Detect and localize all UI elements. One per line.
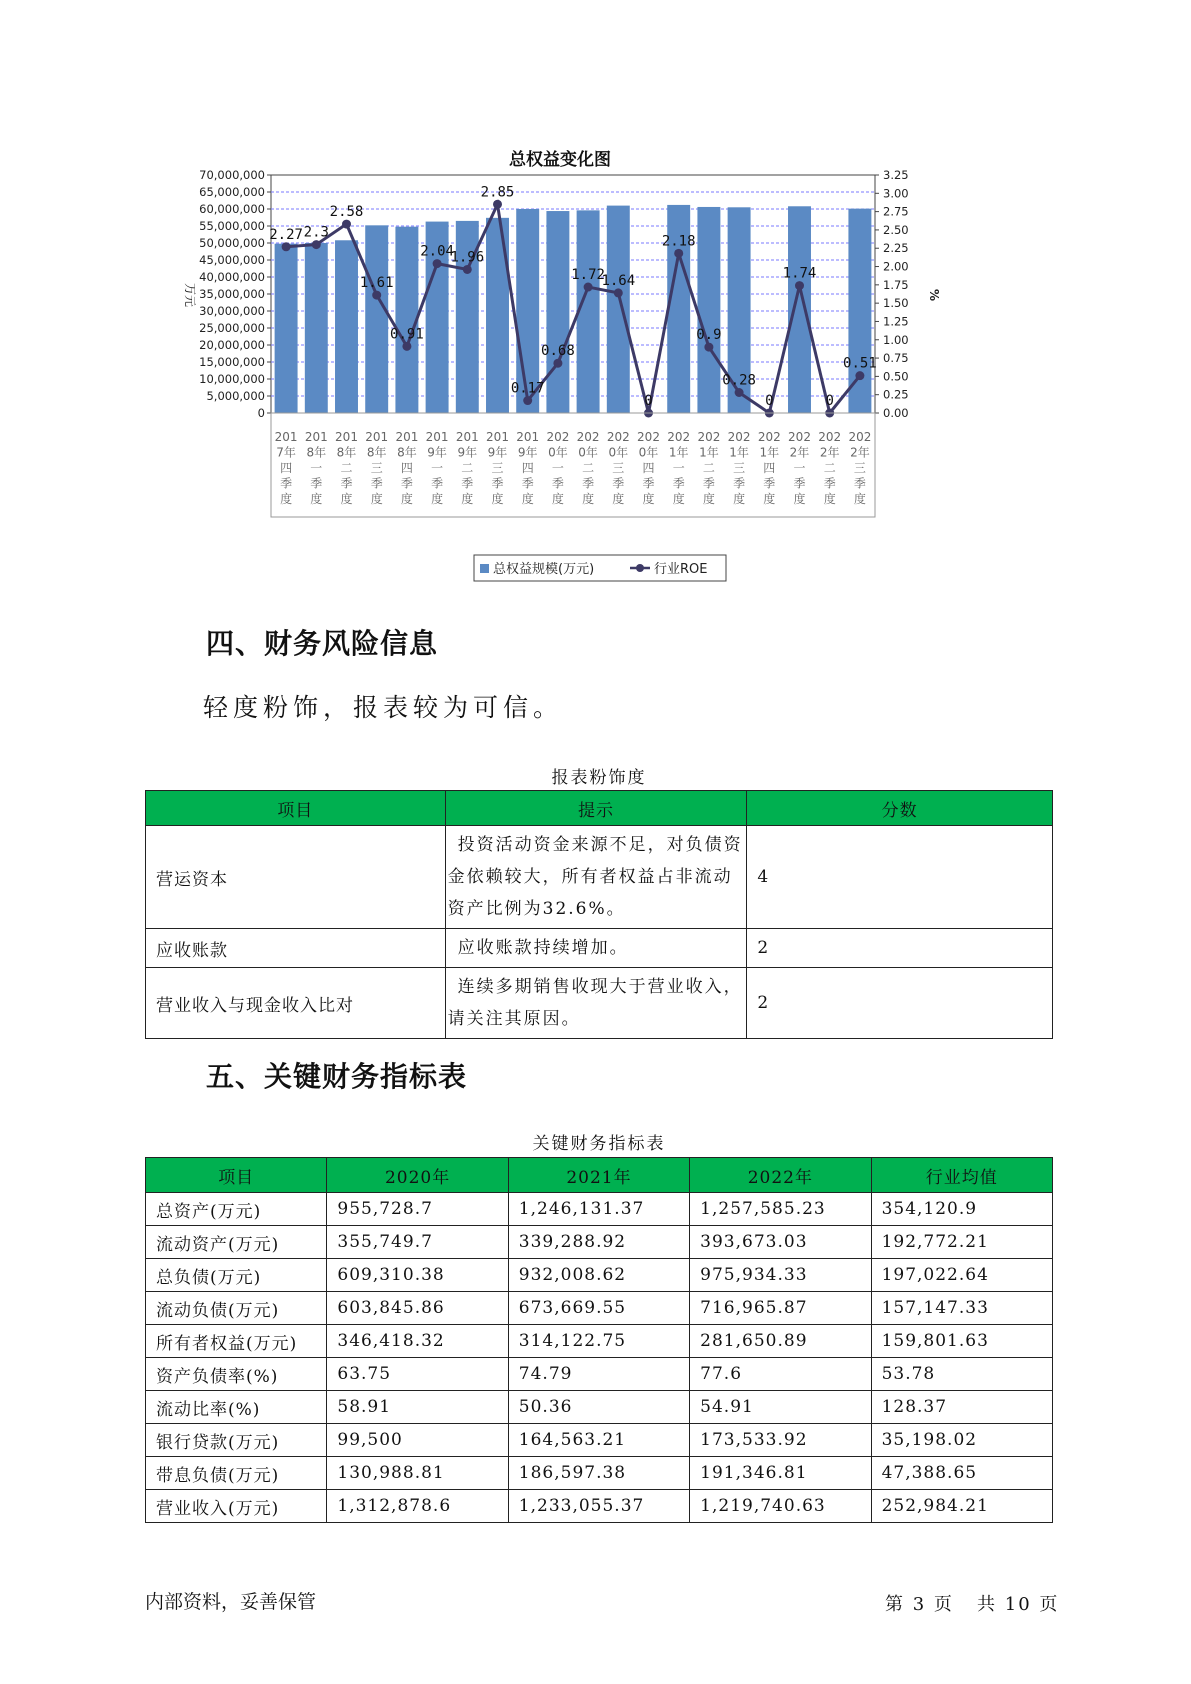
category-label: 季 xyxy=(582,476,595,491)
kpi-value: 159,801.63 xyxy=(871,1325,1052,1358)
kpi-label: 流动资产(万元) xyxy=(146,1226,327,1259)
category-label: 度 xyxy=(461,492,474,506)
category-label: 季 xyxy=(853,476,866,491)
kpi-value: 673,669.55 xyxy=(508,1292,689,1325)
kpi-value: 47,388.65 xyxy=(871,1457,1052,1490)
right-tick-label: 1.00 xyxy=(883,332,909,347)
kpi-table-header xyxy=(146,1158,1053,1193)
category-label: 202 xyxy=(727,430,751,444)
category-label: 二 xyxy=(340,461,353,475)
left-tick-label: 40,000,000 xyxy=(199,270,265,284)
category-label: 度 xyxy=(702,492,715,506)
category-label: 三 xyxy=(733,461,746,475)
kpi-value: 128.37 xyxy=(871,1391,1052,1424)
category-label: 1年 xyxy=(699,445,719,460)
kpi-value: 609,310.38 xyxy=(327,1259,508,1292)
header-cell: 分数 xyxy=(747,791,1053,826)
right-tick-label: 2.75 xyxy=(883,204,909,219)
category-label: 201 xyxy=(335,430,358,444)
risk-score: 4 xyxy=(747,826,1053,929)
category-label: 202 xyxy=(818,430,842,444)
kpi-value: 1,312,878.6 xyxy=(327,1490,508,1523)
legend-line-label: 行业ROE xyxy=(654,562,708,577)
category-label: 四 xyxy=(280,461,293,475)
table-row xyxy=(146,929,1053,968)
kpi-value: 50.36 xyxy=(508,1391,689,1424)
category-label: 季 xyxy=(400,476,413,491)
roe-data-label: 0.17 xyxy=(510,380,545,397)
header-cell: 提示 xyxy=(445,791,747,826)
risk-hint: 连续多期销售收现大于营业收入，请关注其原因。 xyxy=(445,968,747,1039)
roe-data-label: 1.61 xyxy=(359,275,394,292)
table-row xyxy=(146,1457,1053,1490)
right-tick-label: 0.50 xyxy=(883,369,909,384)
roe-data-label: 0.91 xyxy=(390,326,424,343)
category-label: 度 xyxy=(400,492,413,506)
roe-point xyxy=(433,259,442,268)
category-label: 201 xyxy=(516,430,540,444)
kpi-value: 716,965.87 xyxy=(690,1292,871,1325)
category-label: 二 xyxy=(582,461,595,475)
page-number: 第 3 页 共 10 页 xyxy=(885,1594,1060,1615)
category-label: 季 xyxy=(642,476,655,491)
risk-table-header xyxy=(146,791,1053,826)
table-row xyxy=(146,1292,1053,1325)
table-row xyxy=(146,1391,1053,1424)
category-label: 度 xyxy=(672,492,685,506)
left-tick-label: 30,000,000 xyxy=(199,304,265,318)
category-label: 7年 xyxy=(276,445,296,460)
table-row xyxy=(146,968,1053,1039)
kpi-label: 所有者权益(万元) xyxy=(146,1325,327,1358)
risk-section-heading: 四、财务风险信息 xyxy=(206,627,439,660)
category-label: 8年 xyxy=(366,445,387,460)
roe-point xyxy=(493,200,502,209)
table-row xyxy=(146,1325,1053,1358)
roe-data-label: 0.68 xyxy=(541,343,575,360)
category-label: 201 xyxy=(365,430,389,444)
kpi-value: 354,120.9 xyxy=(871,1193,1052,1226)
kpi-value: 130,988.81 xyxy=(327,1457,508,1490)
right-tick-label: 2.50 xyxy=(883,222,909,237)
category-label: 季 xyxy=(733,476,746,491)
kpi-value: 393,673.03 xyxy=(690,1226,871,1259)
left-tick-label: 15,000,000 xyxy=(199,355,265,369)
kpi-value: 314,122.75 xyxy=(508,1325,689,1358)
category-label: 度 xyxy=(793,492,806,506)
roe-point xyxy=(553,359,562,368)
category-label: 2年 xyxy=(819,445,840,460)
category-label: 季 xyxy=(672,476,685,491)
roe-data-label: 1.64 xyxy=(601,272,636,289)
left-tick-label: 25,000,000 xyxy=(199,321,265,335)
category-label: 1年 xyxy=(729,445,749,460)
kpi-value: 99,500 xyxy=(327,1424,508,1457)
table-row xyxy=(146,1226,1053,1259)
roe-data-label: 2.27 xyxy=(269,226,303,243)
header-cell: 2020年 xyxy=(327,1158,508,1193)
category-label: 季 xyxy=(763,476,776,491)
category-label: 8年 xyxy=(336,445,357,460)
risk-table xyxy=(145,790,1053,1039)
category-label: 季 xyxy=(461,476,474,491)
category-label: 二 xyxy=(823,461,836,475)
category-label: 201 xyxy=(395,430,419,444)
left-tick-label: 55,000,000 xyxy=(199,219,265,233)
left-tick-label: 45,000,000 xyxy=(199,253,265,267)
bar xyxy=(305,243,328,413)
legend-bar-label: 总权益规模(万元) xyxy=(493,562,595,577)
kpi-table xyxy=(145,1157,1053,1523)
kpi-value: 58.91 xyxy=(327,1391,508,1424)
roe-point xyxy=(282,242,291,251)
category-frame xyxy=(271,413,875,517)
category-label: 0年 xyxy=(548,445,568,460)
header-cell: 2022年 xyxy=(690,1158,871,1193)
kpi-value: 63.75 xyxy=(327,1358,508,1391)
kpi-value: 339,288.92 xyxy=(508,1226,689,1259)
right-tick-label: 0.00 xyxy=(883,406,909,420)
right-tick-label: 2.00 xyxy=(883,259,909,274)
roe-data-label: 2.18 xyxy=(661,233,696,250)
category-label: 四 xyxy=(642,461,655,475)
category-label: 季 xyxy=(612,476,625,491)
left-tick-label: 65,000,000 xyxy=(199,185,265,199)
right-tick-label: 1.75 xyxy=(883,277,909,292)
risk-table-caption: 报表粉饰度 xyxy=(551,768,647,788)
category-label: 201 xyxy=(274,430,298,444)
roe-point xyxy=(795,281,804,290)
risk-item: 应收账款 xyxy=(146,929,446,968)
bar xyxy=(275,244,298,413)
category-label: 202 xyxy=(637,430,660,444)
kpi-value: 164,563.21 xyxy=(508,1424,689,1457)
roe-point xyxy=(463,265,472,274)
kpi-label: 带息负债(万元) xyxy=(146,1457,327,1490)
roe-data-label: 2.58 xyxy=(329,204,364,221)
left-tick-label: 5,000,000 xyxy=(206,389,265,403)
category-label: 季 xyxy=(340,476,353,491)
bar xyxy=(365,225,388,413)
category-label: 度 xyxy=(612,492,625,506)
category-label: 9年 xyxy=(487,445,508,460)
table-row xyxy=(146,1193,1053,1226)
category-label: 三 xyxy=(612,461,625,475)
risk-hint: 应收账款持续增加。 xyxy=(445,929,747,968)
category-label: 四 xyxy=(763,461,776,475)
right-tick-label: 1.50 xyxy=(883,296,909,311)
header-cell: 项目 xyxy=(146,1158,327,1193)
kpi-value: 1,219,740.63 xyxy=(690,1490,871,1523)
kpi-table-caption: 关键财务指标表 xyxy=(532,1134,666,1154)
roe-point xyxy=(704,343,713,352)
category-label: 8年 xyxy=(397,445,417,460)
kpi-value: 74.79 xyxy=(508,1358,689,1391)
category-label: 三 xyxy=(853,461,866,475)
roe-data-label: 2.04 xyxy=(420,243,454,260)
kpi-section-heading: 五、关键财务指标表 xyxy=(206,1060,468,1093)
category-label: 度 xyxy=(521,492,534,506)
roe-data-label: 0.9 xyxy=(696,327,722,344)
kpi-value: 281,650.89 xyxy=(690,1325,871,1358)
category-label: 度 xyxy=(340,492,353,506)
chart-title: 总权益变化图 xyxy=(509,150,611,170)
category-label: 度 xyxy=(310,492,323,506)
category-label: 一 xyxy=(551,461,564,475)
roe-point xyxy=(402,342,411,351)
category-label: 度 xyxy=(551,492,564,506)
right-tick-label: 3.25 xyxy=(883,168,909,182)
risk-item: 营运资本 xyxy=(146,826,446,929)
risk-hint: 投资活动资金来源不足，对负债资金依赖较大，所有者权益占非流动资产比例为32.6%。 xyxy=(445,826,747,929)
category-label: 度 xyxy=(853,492,866,506)
category-label: 度 xyxy=(431,492,444,506)
kpi-value: 955,728.7 xyxy=(327,1193,508,1226)
category-label: 季 xyxy=(521,476,534,491)
category-label: 度 xyxy=(370,492,383,506)
category-label: 二 xyxy=(461,461,474,475)
risk-item: 营业收入与现金收入比对 xyxy=(146,968,446,1039)
roe-point xyxy=(614,288,623,297)
kpi-value: 186,597.38 xyxy=(508,1457,689,1490)
category-label: 9年 xyxy=(427,445,447,460)
category-label: 度 xyxy=(642,492,655,506)
left-tick-label: 50,000,000 xyxy=(199,236,265,250)
left-tick-label: 60,000,000 xyxy=(199,202,265,216)
footer-confidential: 内部资料，妥善保管 xyxy=(145,1591,317,1613)
roe-point xyxy=(523,396,532,405)
category-label: 一 xyxy=(672,461,685,475)
header-cell: 行业均值 xyxy=(871,1158,1052,1193)
left-tick-label: 70,000,000 xyxy=(199,168,265,182)
table-row xyxy=(146,1358,1053,1391)
category-label: 季 xyxy=(551,476,564,491)
category-label: 1年 xyxy=(759,445,780,460)
kpi-value: 35,198.02 xyxy=(871,1424,1052,1457)
category-label: 201 xyxy=(486,430,509,444)
bar xyxy=(607,206,630,413)
kpi-value: 197,022.64 xyxy=(871,1259,1052,1292)
category-label: 1年 xyxy=(668,445,689,460)
category-label: 9年 xyxy=(457,445,478,460)
kpi-label: 总负债(万元) xyxy=(146,1259,327,1292)
category-label: 季 xyxy=(370,476,383,491)
header-cell: 项目 xyxy=(146,791,446,826)
left-tick-label: 10,000,000 xyxy=(199,372,265,386)
roe-point xyxy=(312,240,321,249)
left-tick-label: 20,000,000 xyxy=(199,338,265,352)
kpi-value: 355,749.7 xyxy=(327,1226,508,1259)
category-label: 度 xyxy=(491,492,504,506)
category-label: 一 xyxy=(310,461,323,475)
category-label: 度 xyxy=(280,492,293,506)
roe-point xyxy=(372,291,381,300)
kpi-value: 603,845.86 xyxy=(327,1292,508,1325)
kpi-value: 157,147.33 xyxy=(871,1292,1052,1325)
category-label: 四 xyxy=(521,461,534,475)
kpi-value: 346,418.32 xyxy=(327,1325,508,1358)
bar xyxy=(697,207,720,413)
risk-summary: 轻度粉饰，报表较为可信。 xyxy=(203,693,564,722)
category-label: 202 xyxy=(848,430,872,444)
roe-point xyxy=(342,220,351,229)
category-label: 201 xyxy=(455,430,479,444)
right-tick-label: 3.00 xyxy=(883,186,909,201)
table-row xyxy=(146,1490,1053,1523)
kpi-label: 流动比率(%) xyxy=(146,1391,327,1424)
kpi-value: 54.91 xyxy=(690,1391,871,1424)
equity-chart xyxy=(170,135,1040,595)
category-label: 202 xyxy=(606,430,630,444)
category-label: 三 xyxy=(491,461,504,475)
kpi-value: 191,346.81 xyxy=(690,1457,871,1490)
legend-line-marker xyxy=(636,564,644,572)
roe-data-label: 0 xyxy=(765,393,774,409)
kpi-label: 营业收入(万元) xyxy=(146,1490,327,1523)
category-label: 0年 xyxy=(638,445,659,460)
category-label: 季 xyxy=(280,476,293,491)
category-label: 二 xyxy=(702,461,715,475)
bar xyxy=(395,227,418,413)
kpi-value: 77.6 xyxy=(690,1358,871,1391)
roe-data-label: 2.3 xyxy=(303,224,329,241)
category-label: 三 xyxy=(370,461,383,475)
right-tick-label: 1.25 xyxy=(883,314,909,329)
kpi-value: 1,233,055.37 xyxy=(508,1490,689,1523)
risk-score: 2 xyxy=(747,968,1053,1039)
roe-data-label: 0 xyxy=(644,393,653,409)
header-cell: 2021年 xyxy=(508,1158,689,1193)
kpi-value: 975,934.33 xyxy=(690,1259,871,1292)
kpi-value: 932,008.62 xyxy=(508,1259,689,1292)
left-tick-label: 35,000,000 xyxy=(199,287,265,301)
roe-data-label: 0.51 xyxy=(843,355,877,372)
category-label: 季 xyxy=(793,476,806,491)
chart-svg xyxy=(170,135,1040,595)
right-axis-title: % xyxy=(927,288,941,302)
roe-data-label: 1.74 xyxy=(782,265,817,282)
category-label: 一 xyxy=(793,461,806,475)
category-label: 8年 xyxy=(306,445,327,460)
category-label: 度 xyxy=(823,492,836,506)
category-label: 202 xyxy=(576,430,600,444)
category-label: 季 xyxy=(310,476,323,491)
bar xyxy=(335,240,358,413)
category-label: 202 xyxy=(788,430,811,444)
risk-score: 2 xyxy=(747,929,1053,968)
category-label: 度 xyxy=(733,492,746,506)
bar xyxy=(546,211,569,413)
category-label: 度 xyxy=(763,492,776,506)
category-label: 季 xyxy=(702,476,715,491)
roe-point xyxy=(735,388,744,397)
roe-data-label: 2.85 xyxy=(480,184,515,201)
kpi-label: 资产负债率(%) xyxy=(146,1358,327,1391)
kpi-value: 1,246,131.37 xyxy=(508,1193,689,1226)
roe-data-label: 1.72 xyxy=(571,267,605,284)
kpi-label: 总资产(万元) xyxy=(146,1193,327,1226)
table-row xyxy=(146,1259,1053,1292)
roe-point xyxy=(674,249,683,258)
category-label: 201 xyxy=(304,430,328,444)
category-label: 2年 xyxy=(789,445,810,460)
bar xyxy=(577,210,600,413)
bar xyxy=(848,209,871,413)
roe-data-label: 1.96 xyxy=(450,249,485,266)
category-label: 0年 xyxy=(608,445,629,460)
right-tick-label: 0.25 xyxy=(883,387,909,402)
kpi-label: 银行贷款(万元) xyxy=(146,1424,327,1457)
category-label: 2年 xyxy=(850,445,870,460)
category-label: 季 xyxy=(431,476,444,491)
table-row xyxy=(146,826,1053,929)
kpi-value: 173,533.92 xyxy=(690,1424,871,1457)
kpi-value: 252,984.21 xyxy=(871,1490,1052,1523)
category-label: 202 xyxy=(697,430,721,444)
category-label: 202 xyxy=(546,430,570,444)
roe-data-label: 0 xyxy=(825,393,834,409)
kpi-value: 1,257,585.23 xyxy=(690,1193,871,1226)
category-label: 0年 xyxy=(578,445,598,460)
category-label: 四 xyxy=(400,461,413,475)
category-label: 度 xyxy=(582,492,595,506)
category-label: 季 xyxy=(491,476,504,491)
category-label: 季 xyxy=(823,476,836,491)
right-tick-label: 0.75 xyxy=(883,351,909,366)
roe-point xyxy=(584,283,593,292)
category-label: 201 xyxy=(425,430,449,444)
table-row xyxy=(146,1424,1053,1457)
kpi-label: 流动负债(万元) xyxy=(146,1292,327,1325)
category-label: 202 xyxy=(757,430,781,444)
kpi-value: 53.78 xyxy=(871,1358,1052,1391)
bar xyxy=(788,206,811,413)
roe-point xyxy=(855,371,864,380)
kpi-value: 192,772.21 xyxy=(871,1226,1052,1259)
right-tick-label: 2.25 xyxy=(883,241,909,256)
roe-data-label: 0.28 xyxy=(722,372,756,389)
left-axis-title: 万元 xyxy=(183,282,197,308)
category-label: 9年 xyxy=(517,445,538,460)
legend-bar-swatch xyxy=(480,564,489,573)
category-label: 202 xyxy=(667,430,691,444)
left-tick-label: 0 xyxy=(257,406,265,420)
category-label: 一 xyxy=(431,461,444,475)
